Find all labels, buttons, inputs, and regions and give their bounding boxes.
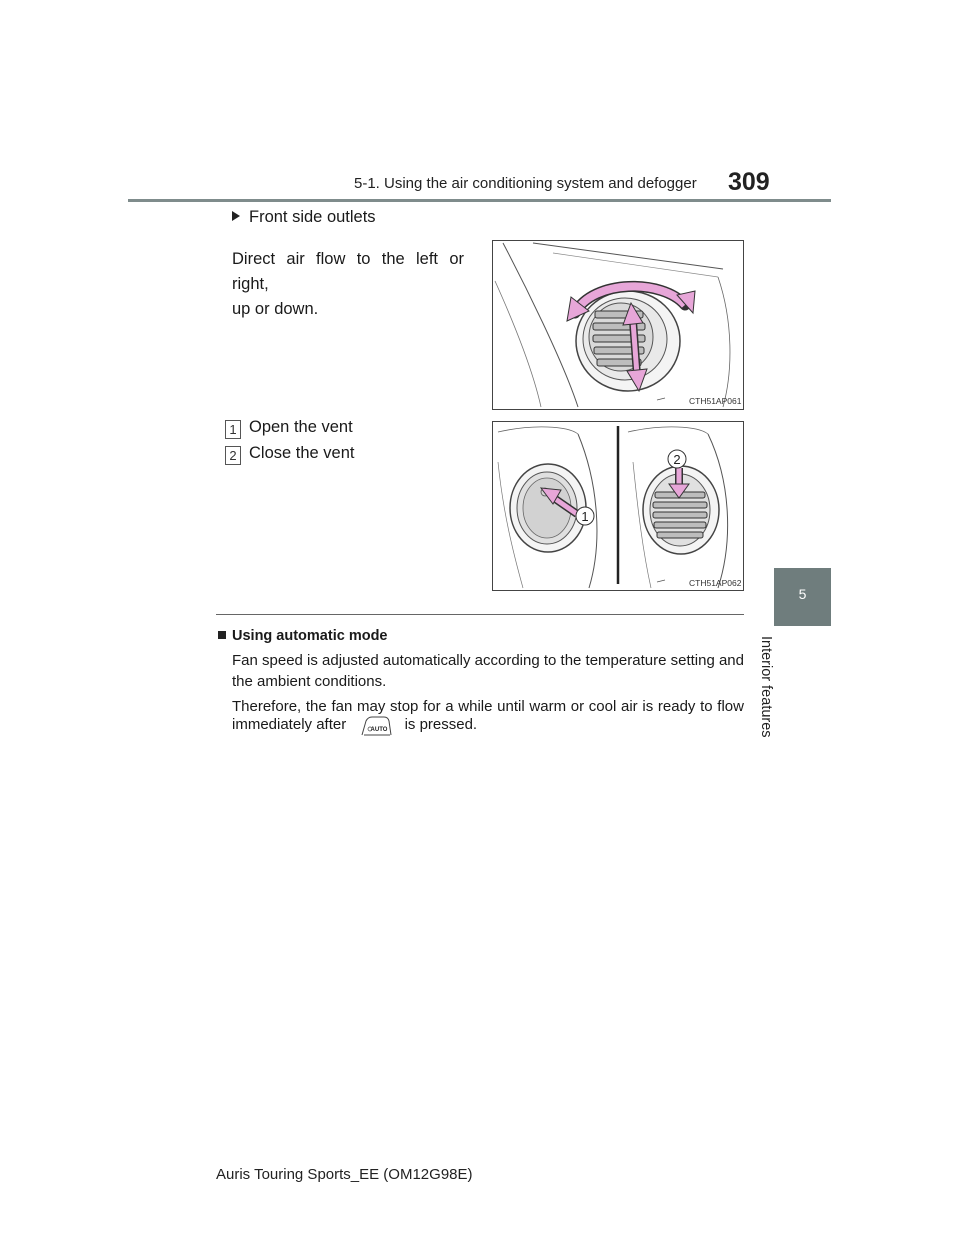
text-after-button: is pressed. <box>404 716 478 733</box>
paragraph-line: the ambient conditions. <box>232 673 387 690</box>
front-side-outlets-heading <box>232 208 376 227</box>
automatic-mode-paragraph-2 <box>232 696 744 717</box>
chapter-label: Interior features <box>758 636 774 738</box>
item-text: Open the vent <box>249 418 353 436</box>
description-line-1: Direct air flow to the left or right, <box>232 250 464 293</box>
heading-text: Using automatic mode <box>232 628 388 644</box>
vent-open-close-illustration <box>493 422 743 590</box>
number-marker: 2 <box>225 446 241 465</box>
automatic-mode-paragraph-2-end <box>232 716 477 740</box>
vent-direction-illustration <box>493 241 743 409</box>
item-text: Close the vent <box>249 444 355 462</box>
figure-code: CTH51AP061 <box>689 396 742 406</box>
figure-code: CTH51AP062 <box>689 578 742 588</box>
callout-2: 2 <box>673 452 681 467</box>
square-bullet-icon <box>218 631 226 639</box>
description-line-2: up or down. <box>232 300 319 318</box>
header-rule <box>128 199 831 202</box>
automatic-mode-paragraph-1 <box>232 650 744 692</box>
automatic-mode-heading <box>218 628 388 644</box>
heading-text: Front side outlets <box>249 208 376 226</box>
item-open-vent <box>225 418 353 439</box>
number-marker: 1 <box>225 420 241 439</box>
figure-vent-direction <box>492 240 744 410</box>
text-before-button: immediately after <box>232 716 347 733</box>
running-header: 5-1. Using the air conditioning system and defogger <box>354 175 697 192</box>
chapter-label-container <box>758 636 784 756</box>
triangle-bullet-icon <box>232 211 240 221</box>
auto-button-label: AUTO <box>370 727 388 733</box>
chapter-number: 5 <box>798 586 807 602</box>
figure-vent-open-close <box>492 421 744 591</box>
outlet-description <box>232 247 464 322</box>
footer-manual-id: Auris Touring Sports_EE (OM12G98E) <box>216 1166 473 1183</box>
auto-button-icon <box>360 716 392 740</box>
item-close-vent <box>225 444 354 465</box>
page-number: 309 <box>728 168 770 196</box>
paragraph-line: Therefore, the fan may stop for a while until warm or cool air is ready to flow <box>232 698 744 715</box>
paragraph-line: Fan speed is adjusted automatically according to the temperature setting and <box>232 652 744 669</box>
callout-1: 1 <box>581 509 589 524</box>
section-divider <box>216 614 744 615</box>
